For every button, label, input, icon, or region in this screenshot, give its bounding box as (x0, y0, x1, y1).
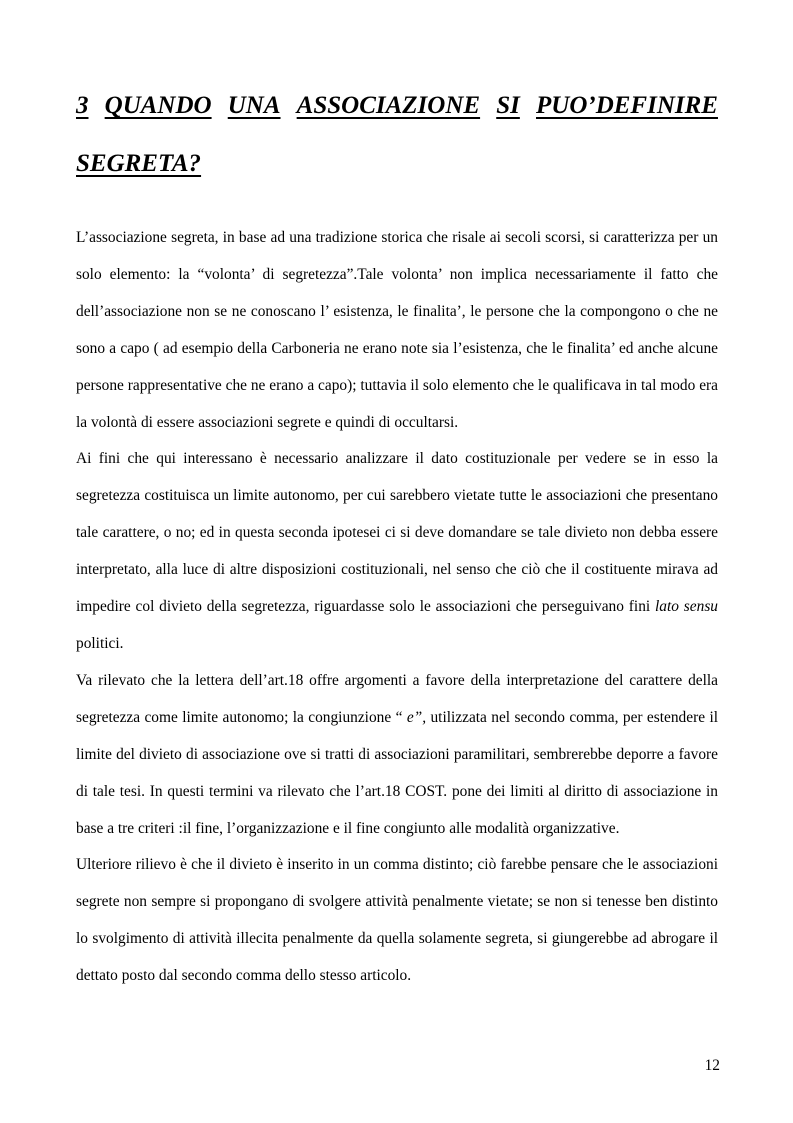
italic-phrase: lato sensu (655, 598, 718, 616)
italic-conjunction: e”, (406, 708, 427, 726)
heading-word: QUANDO (104, 92, 212, 119)
chapter-heading-continued: SEGRETA? (76, 150, 202, 177)
paragraph-1: L’associazione segreta, in base ad una tradizione storica che risale ai secoli scorsi, si caratterizza per un solo elemento: la “volonta’ di segretezza”.Tale volonta’ non implica necessariamente il fatto che dell’associazione non se ne conoscano l’ esistenza, le finalita’, le persone che la compongono o che ne sono a capo ( ad esempio della Carboneria ne erano note sia l’esistenza, che le finalita’ ed anche alcune persone rappresentative che ne erano a capo); tuttavia il solo elemento che le qualificava in tal modo era la volontà di essere associazioni segrete e quindi di occultarsi. (76, 229, 718, 431)
heading-word: SI (496, 92, 520, 119)
body-text (76, 220, 718, 995)
page-number: 12 (704, 1057, 720, 1074)
paragraph-4: Ulteriore rilievo è che il divieto è inserito in un comma distinto; ciò farebbe pensare che le associazioni segrete non sempre si propongano di svolgere attività penalmente vietate; se non si tenesse ben distinto lo svolgimento di attività illecita penalmente da quella solamente segreta, si giungerebbe ad abrogare il dettato posto dal secondo comma dello stesso articolo. (76, 856, 718, 985)
chapter-heading (76, 92, 718, 120)
paragraph-2 (76, 441, 718, 662)
heading-word: ASSOCIAZIONE (296, 92, 481, 119)
paragraph-3-text: Va rilevato che la lettera dell’art.18 offre argomenti a favore della interpretazione del carattere della segretezza come limite autonomo; la congiunzione “ (76, 671, 718, 726)
paragraph-3 (76, 663, 718, 848)
paragraph-2-text: Ai fini che qui interessano è necessario analizzare il dato costituzionale per vedere se in esso la segretezza costituisca un limite autonomo, per cui sarebbero vietate tutte le associazioni che presentano tale carattere, o no; ed in questa seconda ipotesei ci si deve domandare se tale divieto non debba essere interpretato, alla luce di altre disposizioni costituzionali, nel senso che ciò che il costituente mirava ad impedire col divieto della segretezza, riguardasse solo le associazioni che perseguivano fini (76, 450, 718, 616)
heading-word: 3 (76, 92, 89, 119)
heading-word: PUO’DEFINIRE (536, 92, 718, 119)
paragraph-2-end: politici. (76, 634, 124, 652)
heading-word: UNA (227, 92, 281, 119)
paragraph-3-end: utilizzata nel secondo comma, per estendere il limite del divieto di associazione ove si tratti di associazioni paramilitari, sembrerebbe deporre a favore di tale tesi. In questi termini va rilevato che l’art.18 COST. pone dei limiti al diritto di associazione in base a tre criteri :il fine, l’organizzazione e il fine congiunto alle modalità organizzative. (76, 708, 718, 837)
